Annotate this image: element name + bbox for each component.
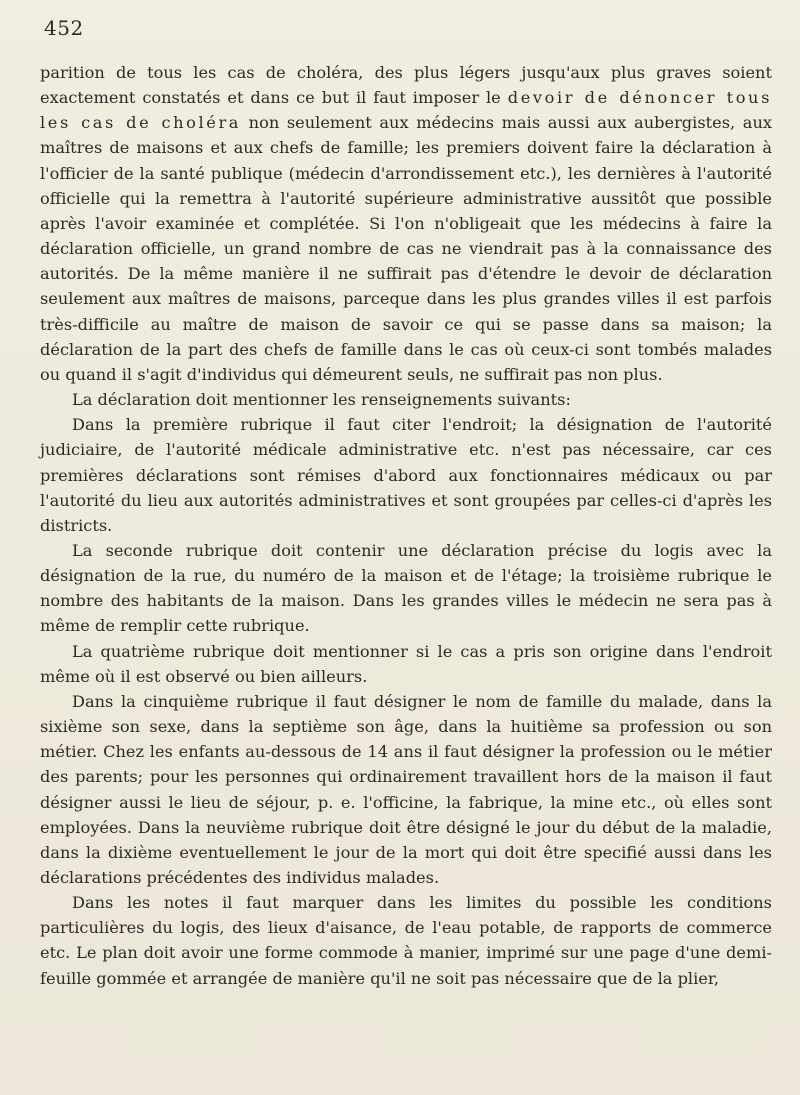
body-text xyxy=(40,60,772,991)
emphasized-phrase: devoir de dénoncer tous les cas de choléra xyxy=(40,88,772,133)
paragraph-6: Dans la cinquième rubrique il faut désigner le nom de famille du malade, dans la sixième son sexe, dans la septième son âge, dans la huitième sa profession ou son métier. Chez les enfants au-dessous de 14 ans il faut désigner la profession ou le métier des parents; pour les personnes qui ordinairement travaillent hors de la maison il faut désigner aussi le lieu de séjour, p. e. l'officine, la fabrique, la mine etc., où elles sont employées. Dans la neuvième rubrique doit être désigné le jour du début de la maladie, dans la dixième eventuellement le jour de la mort qui doit être specifié aussi dans les déclarations précédentes des individus malades. xyxy=(40,691,772,887)
paragraph-5: La quatrième rubrique doit mentionner si le cas a pris son origine dans l'endroit même où il est observé ou bien ailleurs. xyxy=(40,641,772,686)
page-number: 452 xyxy=(44,16,84,40)
paragraph-4: La seconde rubrique doit contenir une déclaration précise du logis avec la désignation de la rue, du numéro de la maison et de l'étage; la troisième rubrique le nombre des habitants de la maison. Dans les grandes villes le médecin ne sera pas à même de remplir cette rubrique. xyxy=(40,540,772,636)
paragraph-2: La déclaration doit mentionner les renseignements suivants: xyxy=(72,390,571,410)
paragraph-3: Dans la première rubrique il faut citer l'endroit; la désignation de l'autorité judiciaire, de l'autorité médicale administrative etc. n'est pas nécessaire, car ces premières déclarations sont rémises d'abord aux fonctionnaires médicaux ou par l'autorité du lieu aux autorités administratives et sont groupées par celles-ci d'après les districts. xyxy=(40,415,772,535)
paragraph-7: Dans les notes il faut marquer dans les limites du possible les conditions particulières du logis, des lieux d'aisance, de l'eau potable, de rapports de commerce etc. Le plan doit avoir une forme commode à manier, imprimé sur une page d'une demi-feuille gommée et arrangée de manière qu'il ne soit pas nécessaire que de la plier, xyxy=(40,893,772,988)
paragraph-1: parition de tous les cas de choléra, des plus légers jusqu'aux plus graves soient exactement constatés et dans ce but il faut imposer le devoir de dénoncer tous les cas de choléra non seulement aux médecins mais aussi aux aubergistes, aux maîtres de maisons et aux chefs de famille; les premiers doivent faire la déclaration à l'officier de la santé publique (médecin d'arrondissement etc.), les dernières à l'autorité officielle qui la remettra à l'autorité supérieure administrative aussitôt que possible après l'avoir examinée et complétée. Si l'on n'obligeait que les médecins à faire la déclaration officielle, un grand nombre de cas ne viendrait pas à la connaissance des autorités. De la même manière il ne suffirait pas d'étendre le devoir de déclaration seulement aux maîtres de maisons, parceque dans les plus grandes villes il est parfois très-difficile au maître de maison de savoir ce qui se passe dans sa maison; la déclaration de la part des chefs de famille dans le cas où ceux-ci sont tombés malades ou quand il s'agit d'individus qui démeurent seuls, ne suffirait pas non plus. xyxy=(40,63,772,384)
